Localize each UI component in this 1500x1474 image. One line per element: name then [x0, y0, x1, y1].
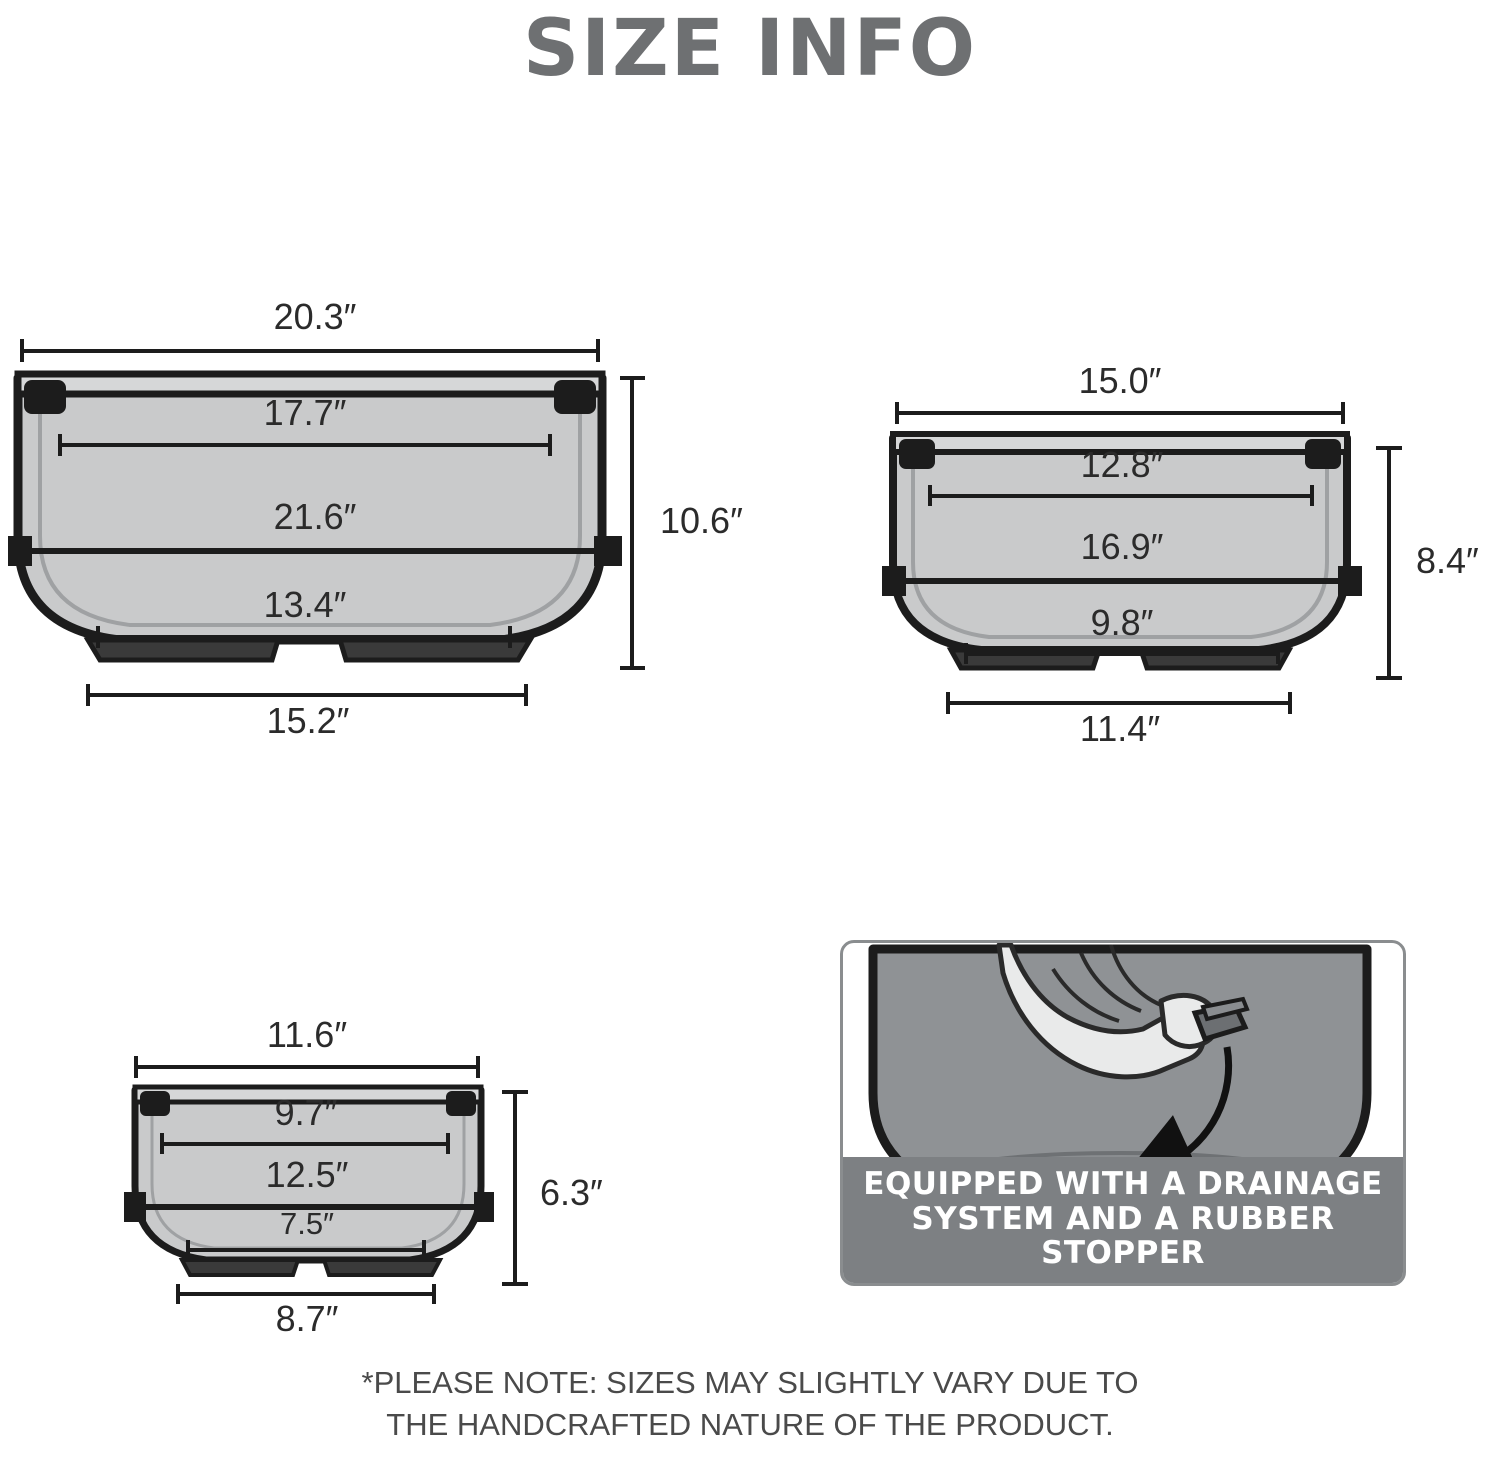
- planter-small-panel: [100, 1010, 700, 1340]
- dim-large-max-width: 21.6″: [273, 496, 357, 537]
- dim-small-top-outer-width: 11.6″: [266, 1014, 348, 1055]
- planter-medium-panel: [860, 360, 1500, 780]
- dim-large-base-width: 15.2″: [266, 700, 350, 741]
- dim-line-medium-max-width: [882, 566, 1362, 596]
- dim-large-top-inner-width: 17.7″: [263, 392, 347, 433]
- dim-medium-base-width: 11.4″: [1079, 708, 1161, 749]
- drainage-info-panel: [840, 940, 1406, 1286]
- dim-medium-inner-base-width: 9.8″: [1090, 602, 1154, 643]
- dim-line-large-max-width: [8, 536, 622, 566]
- footnote-line-1: *PLEASE NOTE: SIZES MAY SLIGHTLY VARY DUE TO: [361, 1365, 1139, 1401]
- drainage-caption-line2: SYSTEM AND A RUBBER STOPPER: [911, 1200, 1335, 1272]
- dim-line-small-top-outer: [128, 1052, 488, 1080]
- page-title: SIZE INFO: [522, 4, 978, 94]
- drainage-caption-line1: EQUIPPED WITH A DRAINAGE: [863, 1165, 1383, 1202]
- dim-line-small-height: [498, 1086, 532, 1296]
- dim-small-top-inner-width: 9.7″: [274, 1092, 338, 1133]
- dim-large-top-outer-width: 20.3″: [273, 296, 357, 337]
- planter-large-panel: [0, 296, 780, 780]
- dim-large-inner-base-width: 13.4″: [263, 584, 347, 625]
- dim-line-medium-height: [1372, 440, 1406, 690]
- dim-small-inner-base-width: 7.5″: [279, 1206, 335, 1241]
- dim-small-base-width: 8.7″: [275, 1298, 339, 1339]
- dim-small-max-width: 12.5″: [265, 1154, 349, 1195]
- dim-large-height: 10.6″: [660, 500, 743, 541]
- dim-medium-height: 8.4″: [1416, 540, 1479, 581]
- dim-small-height: 6.3″: [540, 1172, 603, 1213]
- dim-medium-max-width: 16.9″: [1080, 526, 1164, 567]
- footnote: [0, 1362, 1500, 1446]
- dim-line-medium-top-outer: [885, 398, 1355, 426]
- dim-line-large-top-outer: [10, 334, 620, 364]
- dim-line-large-top-inner: [50, 430, 560, 458]
- dim-medium-top-inner-width: 12.8″: [1080, 444, 1164, 485]
- dim-line-large-inner-base: [90, 622, 520, 650]
- dim-line-large-height: [615, 370, 649, 680]
- drainage-caption: [843, 1157, 1403, 1283]
- footnote-line-2: THE HANDCRAFTED NATURE OF THE PRODUCT.: [386, 1407, 1114, 1443]
- dim-medium-top-outer-width: 15.0″: [1078, 360, 1162, 401]
